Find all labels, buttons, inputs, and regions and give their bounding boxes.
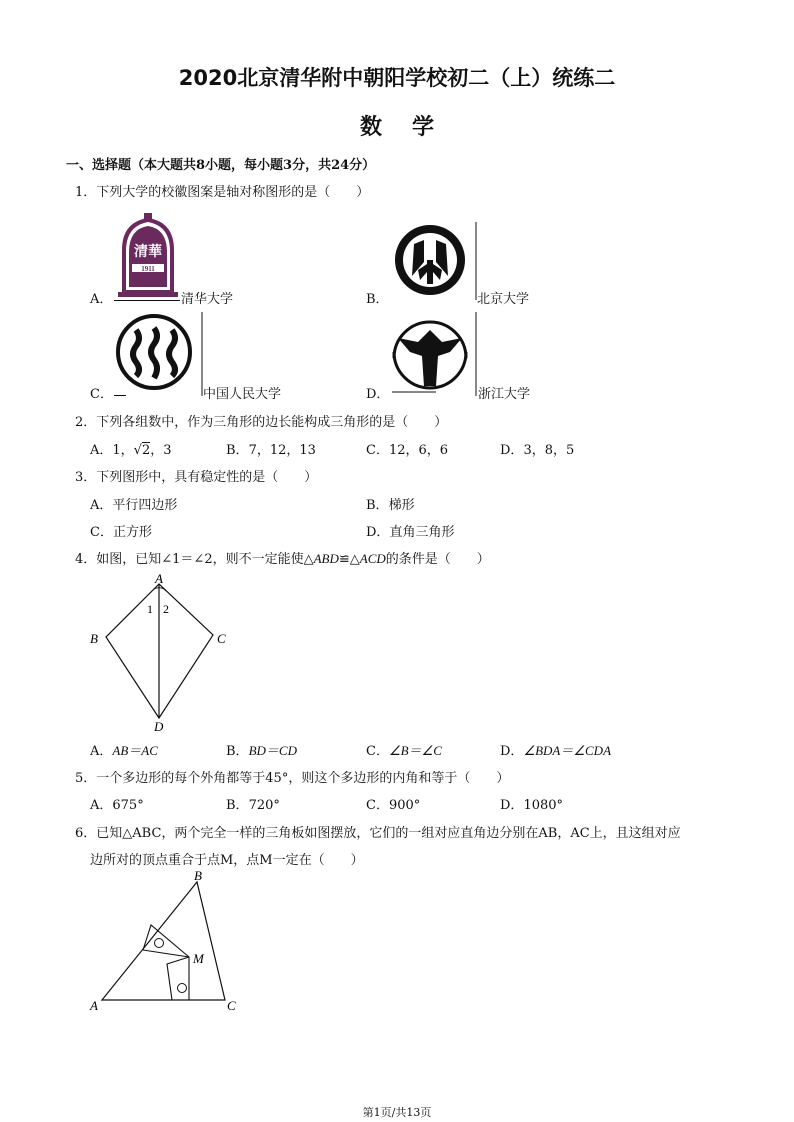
q5-option-d-letter: D． <box>500 798 524 813</box>
q6-label-m: M <box>193 951 204 966</box>
q3-option-b <box>366 494 415 513</box>
q4-label-angle-2: 2 <box>163 602 169 616</box>
q2-option-a <box>90 439 172 458</box>
q1-option-d-label: 浙江大学 <box>478 387 531 402</box>
q5-option-c-letter: C． <box>366 798 389 813</box>
q1-option-b-letter: B． <box>366 292 389 307</box>
q5-option-a-text: 675° <box>112 798 144 813</box>
q4-label-b: B <box>90 631 98 646</box>
q1-option-d-letter: D． <box>366 387 390 402</box>
q3-stem: 3．下列图形中，具有稳定性的是（ ） <box>75 470 318 485</box>
q3-option-c-letter: C． <box>90 525 113 540</box>
q2-option-c <box>366 439 448 458</box>
q1-option-b-label: 北京大学 <box>477 292 530 307</box>
q4-option-b-letter: B． <box>226 744 249 759</box>
q6-label-b: B <box>194 868 202 883</box>
q6-label-c: C <box>227 998 236 1013</box>
q1-stem: 1．下列大学的校徽图案是轴对称图形的是（ ） <box>75 185 370 200</box>
q4-stem-triangle-1: ABD <box>313 551 339 566</box>
q5-option-d <box>500 794 563 813</box>
q5-option-d-text: 1080° <box>523 798 564 813</box>
q5-option-b-text: 720° <box>248 798 280 813</box>
q1-option-c-label: 中国人民大学 <box>203 387 282 402</box>
q5-option-a <box>90 794 144 813</box>
section-heading: 一、选择题（本大题共8小题，每小题3分，共24分） <box>66 158 376 173</box>
q3-option-a <box>90 494 177 513</box>
q3-option-d-letter: D． <box>366 525 390 540</box>
q4-option-b <box>226 740 297 759</box>
tsinghua-badge-year: 1911 <box>141 265 155 273</box>
q2-option-a-sqrt: 2 <box>141 443 151 458</box>
q3-option-b-text: 梯形 <box>388 498 415 513</box>
q2-option-b <box>226 439 316 458</box>
q4-option-c-text: ∠B＝∠C <box>388 743 442 758</box>
q1-option-a-underline <box>114 300 180 301</box>
q4-kite-figure <box>86 572 236 736</box>
q3-option-c <box>90 521 152 540</box>
q4-label-c: C <box>217 631 226 646</box>
q1-option-a-label: 清华大学 <box>181 292 234 307</box>
q4-label-angle-1: 1 <box>147 602 153 616</box>
zju-badge-image <box>388 312 480 398</box>
q4-option-b-text: BD＝CD <box>248 743 297 758</box>
q4-option-d-letter: D． <box>500 744 524 759</box>
tsinghua-badge-text: 清華 <box>134 245 162 260</box>
q2-stem: 2．下列各组数中，作为三角形的边长能构成三角形的是（ ） <box>75 415 448 430</box>
q2-option-a-letter: A． <box>90 443 113 458</box>
subject-title: 数学 <box>359 115 464 140</box>
q4-stem-pre: 4．如图，已知∠1＝∠2，则不一定能使△ <box>75 552 314 567</box>
q4-option-c <box>366 740 442 759</box>
page-footer: 第1页/共13页 <box>362 1106 432 1119</box>
q4-option-d-text: ∠BDA＝∠CDA <box>523 743 612 758</box>
sqrt-symbol: √ <box>133 443 142 458</box>
pku-badge-image <box>390 222 480 302</box>
q5-option-c-text: 900° <box>388 798 421 813</box>
q2-option-b-letter: B． <box>226 443 249 458</box>
q4-option-a-text: AB＝AC <box>112 743 158 758</box>
q2-option-b-text: 7，12，13 <box>248 443 316 458</box>
page-title: 2020北京清华附中朝阳学校初二（上）统练二 <box>178 66 616 90</box>
renmin-badge-image <box>114 312 206 398</box>
q4-option-a <box>90 740 158 759</box>
tsinghua-badge-image <box>110 210 185 300</box>
q2-option-d <box>500 439 574 458</box>
q4-option-c-letter: C． <box>366 744 389 759</box>
q2-option-a-post: ，3 <box>150 443 172 458</box>
q5-stem: 5．一个多边形的每个外角都等于45°，则这个多边形的内角和等于（ ） <box>75 771 510 786</box>
q4-label-a: A <box>155 572 163 586</box>
q2-option-a-pre: 1， <box>112 443 134 458</box>
q5-option-b <box>226 794 280 813</box>
q3-option-a-letter: A． <box>90 498 113 513</box>
q2-option-d-letter: D． <box>500 443 524 458</box>
q6-stem-line-1: 6．已知△ABC，两个完全一样的三角板如图摆放，它们的一组对应直角边分别在AB，AC上，且这组对应 <box>75 826 681 841</box>
q6-triangle-figure <box>86 868 256 1014</box>
q5-option-c <box>366 794 420 813</box>
q4-option-a-letter: A． <box>90 744 113 759</box>
q4-stem <box>75 548 490 567</box>
q6-stem-line-2: 边所对的顶点重合于点M，点M一定在（ ） <box>90 853 364 868</box>
q3-option-d <box>366 521 454 540</box>
q4-stem-triangle-2: ACD <box>359 551 386 566</box>
q4-label-d: D <box>154 719 164 734</box>
q4-stem-post: 的条件是（ ） <box>385 552 490 567</box>
q2-option-c-text: 12，6，6 <box>388 443 449 458</box>
q4-stem-mid: ≌△ <box>338 552 360 567</box>
q1-option-c-letter: C． <box>90 387 113 402</box>
q2-option-c-letter: C． <box>366 443 389 458</box>
q5-option-a-letter: A． <box>90 798 113 813</box>
q5-option-b-letter: B． <box>226 798 249 813</box>
q4-option-d <box>500 740 611 759</box>
q3-option-d-text: 直角三角形 <box>389 525 455 540</box>
q2-option-d-text: 3，8，5 <box>523 443 575 458</box>
q3-option-c-text: 正方形 <box>112 525 152 540</box>
q6-label-a: A <box>90 998 98 1013</box>
q3-option-a-text: 平行四边形 <box>112 498 178 513</box>
q1-option-a-letter: A． <box>90 292 113 307</box>
q3-option-b-letter: B． <box>366 498 389 513</box>
